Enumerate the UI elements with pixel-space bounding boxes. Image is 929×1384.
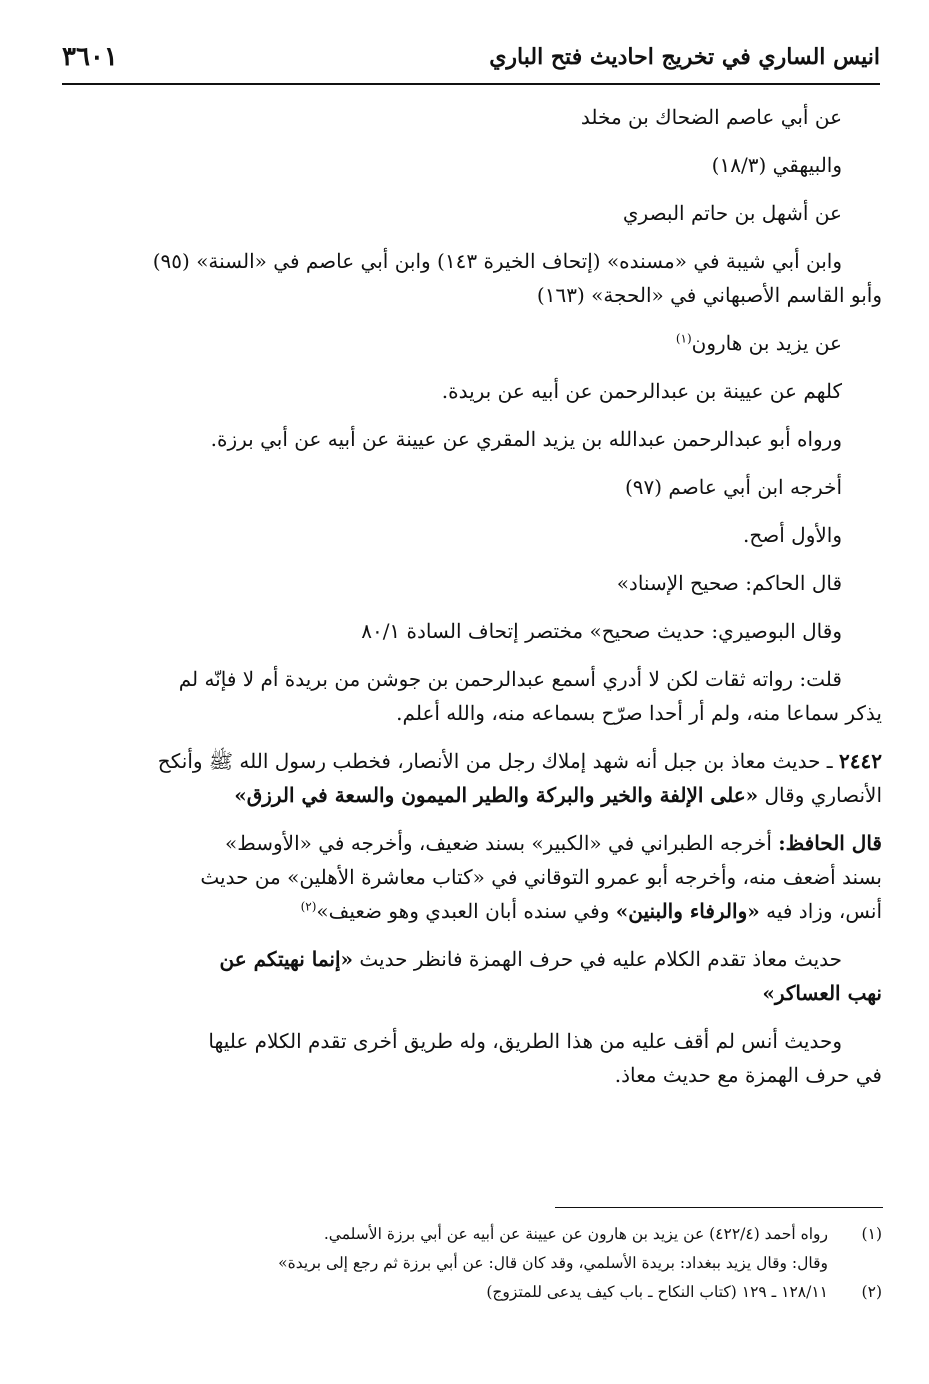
hafiz-text: أنس، وزاد فيه: [766, 899, 882, 923]
footnote: [90, 1278, 882, 1307]
footnote-marker: (١): [861, 1225, 882, 1243]
comment-line: نهب العساكر»: [762, 981, 882, 1005]
hafiz-label: قال الحافظ:: [778, 831, 882, 855]
paragraph: والبيهقي (١٨/٣): [711, 153, 842, 177]
hadith-entry-line: [78, 778, 882, 812]
hadith-text: ـ حديث معاذ بن جبل أنه شهد إملاك رجل من الأنصار، فخطب رسول الله ﷺ وأنكح: [157, 749, 833, 773]
paragraph: قال الحاكم: صحيح الإسناد»: [616, 571, 842, 595]
footnote-ref: (١): [675, 331, 692, 346]
comment-quote: «إنما نهيتكم عن: [219, 947, 354, 971]
paragraph: عن أبي عاصم الضحاك بن مخلد: [580, 105, 842, 129]
paragraph: عن أشهل بن حاتم البصري: [622, 201, 842, 225]
hafiz-paragraph: [78, 826, 882, 860]
hadith-entry: [78, 744, 882, 778]
hafiz-line: [78, 894, 882, 928]
paragraph-line: وابن أبي شيبة في «مسنده» (إتحاف الخيرة ١٤٣) وابن أبي عاصم في «السنة» (٩٥): [152, 249, 842, 273]
comment-line: وحديث أنس لم أقف عليه من هذا الطريق، وله طريق أخرى تقدم الكلام عليها: [208, 1029, 842, 1053]
hadith-quote: «على الإلفة والخير والبركة والطير الميمون والسعة في الرزق»: [234, 783, 759, 807]
paragraph-line: يذكر سماعا منه، ولم أر أحدا صرّح بسماعه منه، والله أعلم.: [396, 701, 882, 725]
footnotes: [90, 1220, 882, 1307]
running-title: انيس الساري في تخريج احاديث فتح الباري: [489, 44, 880, 70]
paragraph: [78, 326, 882, 360]
paragraph-line: قلت: رواته ثقات لكن لا أدري أسمع عبدالرحمن بن جوشن من بريدة أم لا فإنّه لم: [178, 667, 842, 691]
page-header: [62, 40, 880, 82]
footnote-text: رواه أحمد (٤٢٢/٤) عن يزيد بن هارون عن عيينة عن أبيه عن أبي برزة الأسلمي.: [323, 1225, 828, 1243]
page-number: ٣٦٠١: [62, 42, 118, 72]
hafiz-quote: «والرفاء والبنين»: [615, 899, 760, 923]
comment-line: في حرف الهمزة مع حديث معاذ.: [614, 1063, 882, 1087]
footnote-rule: [555, 1207, 883, 1208]
header-rule: [62, 83, 880, 85]
paragraph: وقال البوصيري: حديث صحيح» مختصر إتحاف السادة ٨٠/١: [361, 619, 842, 643]
hadith-number: ٢٤٤٢: [839, 749, 882, 773]
footnote-ref: (٢): [300, 899, 317, 914]
hadith-text: الأنصاري وقال: [764, 783, 882, 807]
paragraph: والأول أصح.: [743, 523, 842, 547]
paragraph: ورواه أبو عبدالرحمن عبدالله بن يزيد المقري عن عيينة عن أبيه عن أبي برزة.: [210, 427, 842, 451]
footnote-text: ١٢٨/١١ ـ ١٢٩ (كتاب النكاح ـ باب كيف يدعى للمتزوج): [486, 1283, 828, 1301]
hafiz-text: أخرجه الطبراني في «الكبير» بسند ضعيف، وأخرجه في «الأوسط»: [225, 831, 772, 855]
hafiz-text: وفي سنده أبان العبدي وهو ضعيف»: [316, 899, 610, 923]
comment-line: [78, 942, 882, 976]
paragraph: أخرجه ابن أبي عاصم (٩٧): [624, 475, 842, 499]
footnote: [90, 1249, 882, 1278]
footnote-marker: (٢): [861, 1283, 882, 1301]
footnote: [90, 1220, 882, 1249]
paragraph: كلهم عن عيينة بن عبدالرحمن عن أبيه عن بريدة.: [441, 379, 842, 403]
main-text: [78, 100, 882, 1092]
paragraph-text: عن يزيد بن هارون: [691, 331, 842, 355]
paragraph-line: وأبو القاسم الأصبهاني في «الحجة» (١٦٣): [536, 283, 882, 307]
comment-text: حديث معاذ تقدم الكلام عليه في حرف الهمزة فانظر حديث: [359, 947, 842, 971]
hafiz-line: بسند أضعف منه، وأخرجه أبو عمرو التوقاني في «كتاب معاشرة الأهلين» من حديث: [200, 865, 882, 889]
footnote-text: وقال: وقال يزيد ببغداد: بريدة الأسلمي، وقد كان قال: عن أبي برزة ثم رجع إلى بريدة»: [278, 1254, 828, 1272]
